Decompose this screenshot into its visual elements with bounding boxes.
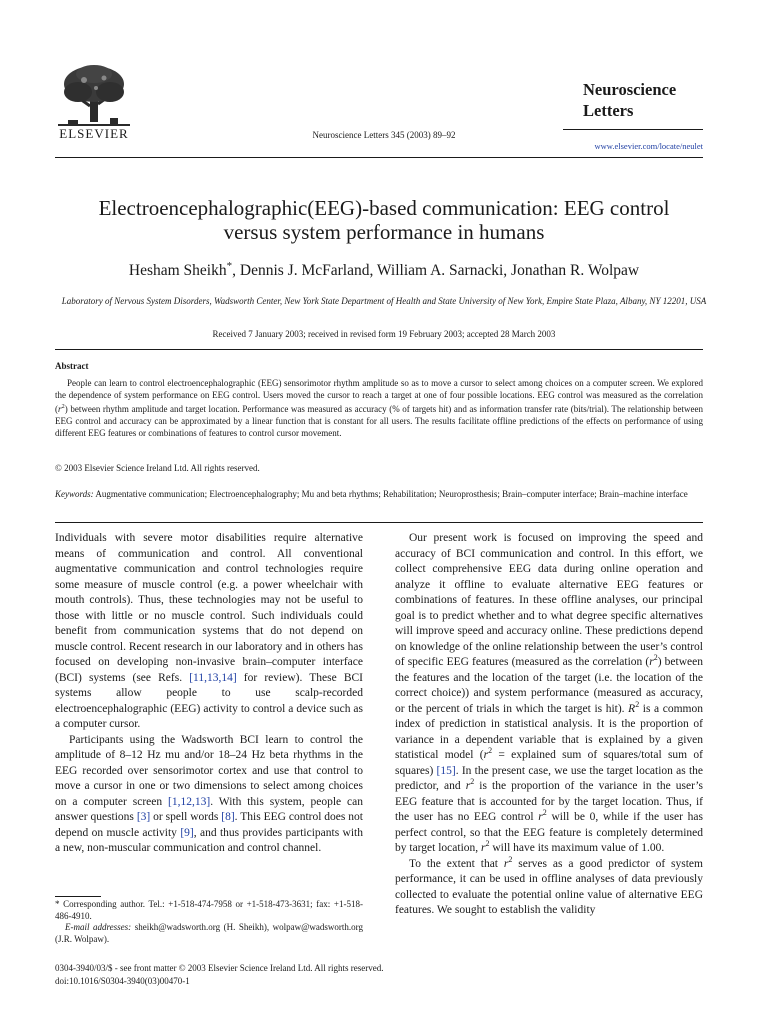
superscript: 2 xyxy=(653,653,658,663)
paragraph xyxy=(55,733,363,857)
r-symbol: r xyxy=(503,857,509,870)
abstract-part: People can learn to control electroencephalographic (EEG) sensorimotor rhythm amplitude so as to move a cursor to select among choices on a computer screen. We explored the dependence of system performance on EEG control. Users moved the cursor to reach a target at one of four possible locations. EEG control was measured as the correlation ( xyxy=(55,378,703,415)
abstract-heading: Abstract xyxy=(55,361,89,371)
abstract-part: ) between rhythm amplitude and target location. Performance was measured as accuracy (% of targets hit) and as information transfer rate (bits/trial). The relationship between EEG control and accuracy can be approximated by a linear function that is constant for all users. The results facilitate offline predictions of the effects on performance of using different EEG features or combinations of features to control cursor movement. xyxy=(55,404,703,439)
paragraph xyxy=(395,854,703,919)
text-run: = explained sum of squares/total sum of squares) xyxy=(395,749,703,777)
journal-url-link[interactable]: www.elsevier.com/locate/neulet xyxy=(594,141,703,151)
text-run: is a common index of prediction in statistical analysis. It is the proportion of variance in a dependent variable that is explained by a given statistical model ( xyxy=(395,702,703,761)
journal-rule xyxy=(563,129,703,130)
text-run: serves as a good predictor of system performance, it can be used in offline analyses of data previously collected to evaluate the potential online value of alternative EEG features. We sought to establish the validity xyxy=(395,857,703,916)
reference-link[interactable]: [15] xyxy=(436,764,456,777)
text-run: ) between the features and the location of the target (i.e. the location of the correct choice)) and system performance (measured as accuracy, or the percent of trials in which the target is hit). xyxy=(395,656,703,715)
footnote xyxy=(55,899,363,945)
paragraph xyxy=(395,531,703,857)
r-symbol: r xyxy=(483,749,489,761)
left-column xyxy=(55,531,363,857)
text-run: will be 0, while if the user has perfect control, so that the EEG feature is completely determined by target location, xyxy=(395,811,703,854)
header-divider xyxy=(55,157,703,158)
other-authors: , Dennis J. McFarland, William A. Sarnacki, Jonathan R. Wolpaw xyxy=(232,262,640,279)
reference-link[interactable]: [9] xyxy=(180,826,194,839)
text-run: , and thus provides participants with a new, non-muscular communication and control channel. xyxy=(55,826,363,854)
reference-link[interactable]: [1,12,13] xyxy=(168,795,211,808)
superscript: 2 xyxy=(635,699,640,709)
keywords-label: Keywords: xyxy=(55,489,94,499)
author-1: Hesham Sheikh xyxy=(128,262,227,279)
right-column xyxy=(395,531,703,919)
footnote-rule xyxy=(55,896,101,897)
corresponding-author-mark[interactable]: * xyxy=(226,260,233,272)
reference-link[interactable]: [3] xyxy=(136,811,151,823)
r-symbol: r xyxy=(649,656,654,668)
text-run: for review). These BCI systems allow people to use scalp-recorded electroencephalographic (EEG) activity to control a device such as a computer cursor. xyxy=(55,671,363,730)
superscript: 2 xyxy=(485,839,490,849)
keywords xyxy=(55,488,703,500)
paragraph xyxy=(55,531,363,733)
superscript: 2 xyxy=(61,403,65,411)
body-top-divider xyxy=(55,522,703,523)
superscript: 2 xyxy=(470,777,475,787)
journal-citation: Neuroscience Letters 345 (2003) 89–92 xyxy=(312,130,456,140)
journal-title-line1: Neuroscience xyxy=(583,80,677,99)
text-run: . In the present case, we use the target location as the predictor, and xyxy=(395,764,703,792)
text-run: To the extent that xyxy=(409,857,504,870)
keywords-text: Augmentative communication; Electroencephalography; Mu and beta rhythms; Rehabilitation; Neuroprosthesis; Brain–computer interface; Brain–machine interface xyxy=(93,489,688,499)
author-list xyxy=(55,262,713,280)
publisher-name: ELSEVIER xyxy=(59,126,129,141)
journal-title-line2: Letters xyxy=(583,101,634,120)
text-run: is the proportion of the variance in the user’s EEG feature that is accounted for by the target location. Thus, if the user has no EEG control xyxy=(395,780,704,823)
text-run: . This EEG control does not depend on muscle activity xyxy=(55,811,363,839)
superscript: 2 xyxy=(508,854,513,864)
abstract-text xyxy=(55,377,703,439)
text-run: . With this system, people can answer questions xyxy=(55,795,364,823)
doi-line[interactable]: doi:10.1016/S0304-3940(03)00470-1 xyxy=(55,976,190,986)
affiliation: Laboratory of Nervous System Disorders, Wadsworth Center, New York State Department of Health and State University of New York, Empire State Plaza, Albany, NY 12201, USA xyxy=(61,296,707,306)
footnote-emails xyxy=(55,922,363,945)
text-run: Our present work is focused on improving the speed and accuracy of BCI communication and control. In this effort, we collect comprehensive EEG data during online operation and analyze it offline to evaluate alternative EEG features or combinations of features. In these offline analyses, our principal goal is to predict whether and to what degree specific alternatives will improve speed and accuracy online. These predictions depend on knowledge of the online relationship between the user’s control of specific EEG features (measured as the correlation ( xyxy=(395,532,703,668)
email-label: E-mail addresses: xyxy=(65,922,132,933)
reference-link[interactable]: [11,13,14] xyxy=(189,671,237,684)
text-run: will have its maximum value of 1.00. xyxy=(489,842,665,854)
title-line1: Electroencephalographic(EEG)-based communication: EEG control xyxy=(98,196,670,220)
footnote-contact: * Corresponding author. Tel.: +1-518-474-7958 or +1-518-473-3631; fax: +1-518-486-4910. xyxy=(55,899,363,921)
abstract-copyright: © 2003 Elsevier Science Ireland Ltd. All rights reserved. xyxy=(55,463,260,473)
text-run: Individuals with severe motor disabilities require alternative means of communication and control. All conventional augmentative communication and control technologies require some measure of muscle control (e.g. a power wheelchair with mouth controls). Thus, these technologies may not be useful to those with little or no muscle control. Such individuals could benefit from communication systems that do not depend on muscle control. Recent research in our laboratory and in others has focused on developing non-invasive brain–computer interface (BCI) systems (see Refs. xyxy=(55,532,363,684)
title-line2: versus system performance in humans xyxy=(223,220,545,244)
superscript: 2 xyxy=(488,746,493,756)
r-symbol: r xyxy=(538,811,543,823)
R-symbol: R xyxy=(628,702,636,715)
article-title xyxy=(55,196,713,244)
article-dates: Received 7 January 2003; received in revised form 19 February 2003; accepted 28 March 2003 xyxy=(212,329,556,339)
superscript: 2 xyxy=(542,808,547,818)
r-symbol: r xyxy=(465,780,471,792)
journal-title xyxy=(583,79,703,121)
r-symbol: r xyxy=(58,404,62,415)
text-run: Participants using the Wadsworth BCI learn to control the amplitude of 8–12 Hz mu and/or 18–24 Hz beta rhythms in the EEG recorded over sensorimotor cortex and use that control to move a cursor in one or two dimensions to select among choices on a computer screen xyxy=(55,733,363,808)
text-run: or spell words xyxy=(150,811,222,823)
issn-line: 0304-3940/03/$ - see front matter © 2003 Elsevier Science Ireland Ltd. All rights reserved. xyxy=(55,963,384,973)
reference-link[interactable]: [8] xyxy=(221,811,235,823)
abstract-top-divider xyxy=(55,349,703,350)
r-symbol: r xyxy=(481,842,486,854)
email-addresses[interactable]: sheikh@wadsworth.org (H. Sheikh), wolpaw@wadsworth.org (J.R. Wolpaw). xyxy=(55,922,363,944)
